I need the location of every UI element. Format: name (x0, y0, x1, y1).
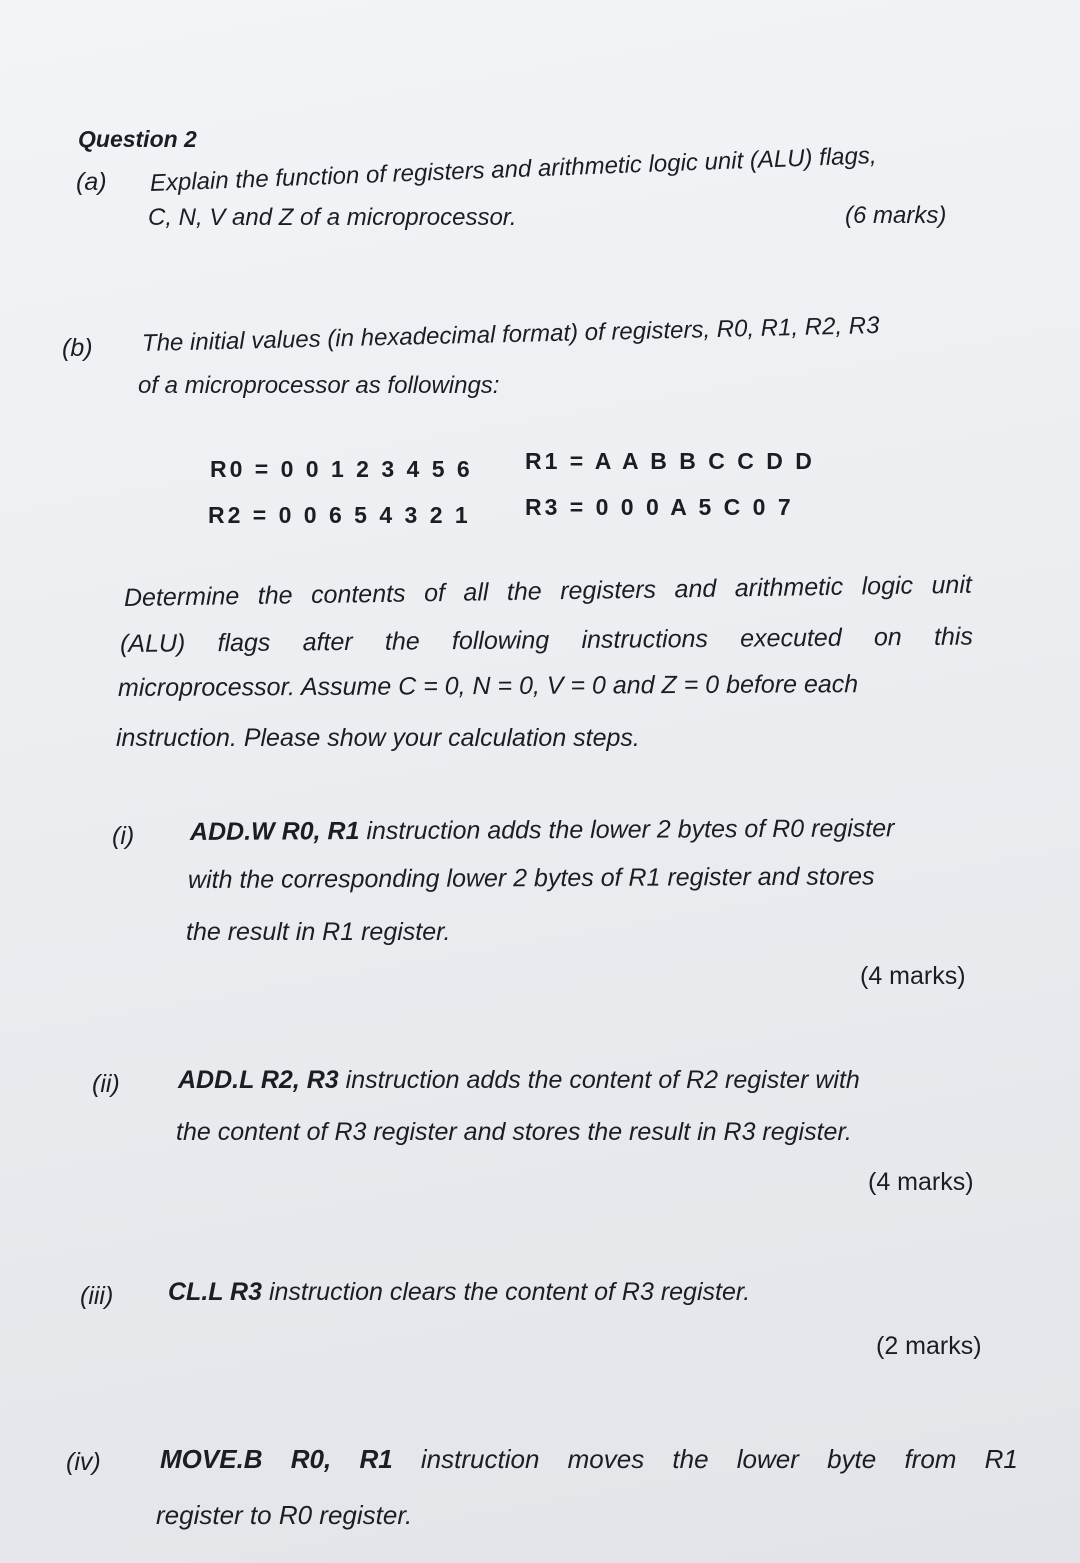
word: from (904, 1444, 957, 1474)
subpart-i-line1-text: instruction adds the lower 2 bytes of R0 register (359, 814, 895, 846)
subpart-iv-line2: register to R0 register. (156, 1500, 413, 1530)
word: R1 (984, 1444, 1018, 1474)
word: instruction (420, 1444, 540, 1474)
word: the (257, 581, 293, 610)
word: unit (931, 570, 973, 600)
part-a-marks: (6 marks) (845, 202, 947, 229)
part-b-intro-line1: The initial values (in hexadecimal format) of registers, R0, R1, R2, R3 (141, 311, 880, 357)
determine-line2 (120, 623, 973, 659)
word: byte (827, 1444, 877, 1474)
subpart-iv-label: (iv) (66, 1448, 101, 1476)
word: and (674, 574, 717, 604)
word: Determine (123, 582, 240, 612)
word: arithmetic (734, 572, 844, 603)
determine-line4: instruction. Please show your calculation steps. (116, 724, 640, 752)
word: following (451, 626, 550, 656)
subpart-iii-line1 (168, 1278, 750, 1307)
subpart-iii-marks: (2 marks) (876, 1332, 982, 1360)
subpart-i-instruction: ADD.W R0, R1 (189, 817, 360, 846)
word: after (302, 627, 353, 657)
word: moves (567, 1444, 645, 1474)
subpart-i-line1 (190, 814, 895, 847)
part-b-intro-line2: of a microprocessor as followings: (138, 372, 500, 399)
subpart-ii-line2: the content of R3 register and stores the result in R3 register. (176, 1118, 852, 1146)
word: on (873, 623, 902, 652)
part-a-label: (a) (76, 168, 107, 196)
part-a-text-line2: C, N, V and Z of a microprocessor. (148, 204, 517, 231)
question-title: Question 2 (78, 126, 197, 152)
word: instructions (581, 624, 709, 654)
subpart-i-line2: with the corresponding lower 2 bytes of R1 register and stores (187, 862, 875, 894)
subpart-i-line3: the result in R1 register. (186, 918, 451, 946)
subpart-ii-line1 (178, 1066, 860, 1095)
subpart-ii-marks: (4 marks) (868, 1168, 974, 1196)
subpart-i-label: (i) (112, 822, 135, 850)
word: contents (310, 579, 406, 610)
subpart-ii-line1-text: instruction adds the content of R2 register with (338, 1066, 860, 1094)
word: of (423, 578, 446, 608)
determine-line1 (124, 571, 972, 613)
register-r2-value: R2 = 0 0 6 5 4 3 2 1 (208, 502, 471, 528)
subpart-iv-line1 (160, 1444, 1018, 1475)
word: MOVE.B (160, 1444, 263, 1474)
word: R1 (359, 1444, 393, 1474)
word: all (463, 578, 489, 607)
register-r0-value: R0 = 0 0 1 2 3 4 5 6 (210, 456, 473, 482)
subpart-ii-label: (ii) (92, 1070, 120, 1098)
word: R0, (290, 1444, 332, 1474)
word: executed (740, 623, 842, 653)
part-a-text-line1: Explain the function of registers and arithmetic logic unit (ALU) flags, (149, 142, 877, 197)
subpart-i-marks: (4 marks) (860, 962, 966, 990)
subpart-iii-label: (iii) (80, 1282, 114, 1310)
word: the (672, 1444, 709, 1474)
determine-line3: microprocessor. Assume C = 0, N = 0, V = 0 and Z = 0 before each (117, 670, 859, 702)
register-r3-value: R3 = 0 0 0 A 5 C 0 7 (525, 494, 794, 520)
word: flags (217, 628, 271, 658)
word: the (384, 627, 420, 656)
word: lower (736, 1444, 799, 1474)
word: logic (861, 571, 914, 601)
word: (ALU) (119, 629, 186, 658)
register-r1-value: R1 = A A B B C C D D (525, 448, 815, 474)
part-b-label: (b) (62, 334, 93, 362)
word: the (506, 577, 542, 606)
subpart-ii-instruction: ADD.L R2, R3 (178, 1066, 339, 1094)
word: this (933, 622, 974, 651)
subpart-iii-instruction: CL.L R3 (168, 1278, 262, 1306)
word: registers (559, 575, 657, 606)
subpart-iii-line1-text: instruction clears the content of R3 register. (262, 1278, 751, 1306)
